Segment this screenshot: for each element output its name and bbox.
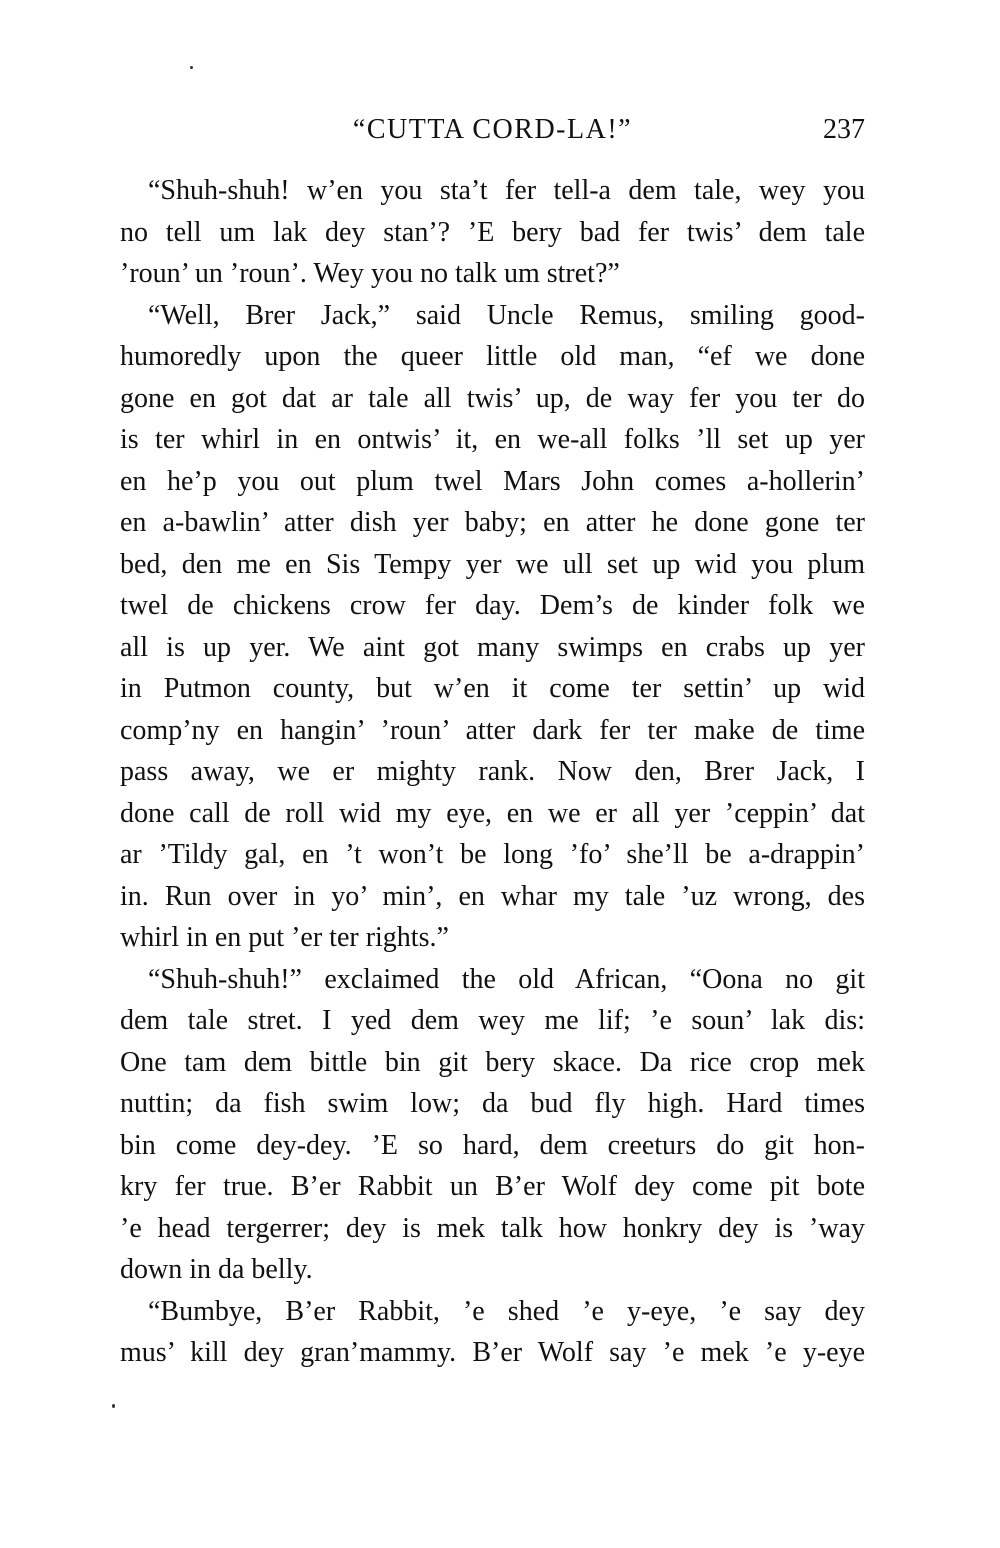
text-line: nuttin; da fish swim low; da bud fly high. Hard times (120, 1088, 865, 1119)
text-line: down in da belly. (120, 1254, 313, 1285)
text-line: mus’ kill dey gran’mammy. B’er Wolf say ’e mek ’e y-eye (120, 1337, 865, 1368)
text-line: humoredly upon the queer little old man, “ef we done (120, 341, 865, 372)
paper-speck (112, 1404, 115, 1408)
text-line: kry fer true. B’er Rabbit un B’er Wolf dey come pit bote (120, 1171, 865, 1202)
text-line: ’roun’ un ’roun’. Wey you no talk um stret?” (120, 258, 620, 289)
text-line: ’e head tergerrer; dey is mek talk how honkry dey is ’way (120, 1212, 865, 1244)
text-line: twel de chickens crow fer day. Dem’s de kinder folk we (120, 590, 865, 621)
body-text (120, 170, 865, 1374)
text-line: One tam dem bittle bin git bery skace. Da rice crop mek (120, 1046, 865, 1078)
text-line: en a-bawlin’ atter dish yer baby; en atter he done gone ter (120, 507, 865, 538)
text-line: comp’ny en hangin’ ’roun’ atter dark fer ter make de time (120, 714, 865, 746)
text-line: all is up yer. We aint got many swimps en crabs up yer (120, 631, 865, 663)
text-line: gone en got dat ar tale all twis’ up, de way fer you ter do (120, 382, 865, 414)
text-line: dem tale stret. I yed dem wey me lif; ’e soun’ lak dis: (120, 1005, 865, 1036)
page-number: 237 (823, 114, 865, 145)
running-head (120, 108, 865, 152)
text-line: “Shuh-shuh!” exclaimed the old African, “Oona no git (148, 963, 865, 995)
text-line: in Putmon county, but w’en it come ter settin’ up wid (120, 673, 865, 704)
running-title: “CUTTA CORD-LA!” (352, 114, 633, 145)
text-line: “Well, Brer Jack,” said Uncle Remus, smiling good- (148, 299, 865, 331)
text-line: no tell um lak dey stan’? ’E bery bad fer twis’ dem tale (120, 216, 865, 248)
text-line: bed, den me en Sis Tempy yer we ull set up wid you plum (120, 548, 865, 580)
text-line: in. Run over in yo’ min’, en whar my tale ’uz wrong, des (120, 880, 865, 912)
text-line: ar ’Tildy gal, en ’t won’t be long ’fo’ she’ll be a-drappin’ (120, 839, 865, 870)
text-line: bin come dey-dey. ’E so hard, dem creeturs do git hon- (120, 1129, 865, 1161)
text-line: “Shuh-shuh! w’en you sta’t fer tell-a dem tale, wey you (148, 175, 865, 206)
text-line: en he’p you out plum twel Mars John comes a-hollerin’ (120, 465, 865, 497)
text-line: is ter whirl in en ontwis’ it, en we-all folks ’ll set up yer (120, 424, 865, 455)
text-line: “Bumbye, B’er Rabbit, ’e shed ’e y-eye, ’e say dey (148, 1295, 865, 1327)
text-line: pass away, we er mighty rank. Now den, Brer Jack, I (120, 756, 865, 787)
paper-speck (190, 66, 193, 69)
text-line: whirl in en put ’er ter rights.” (120, 922, 449, 953)
text-line: done call de roll wid my eye, en we er all yer ’ceppin’ dat (120, 797, 865, 829)
